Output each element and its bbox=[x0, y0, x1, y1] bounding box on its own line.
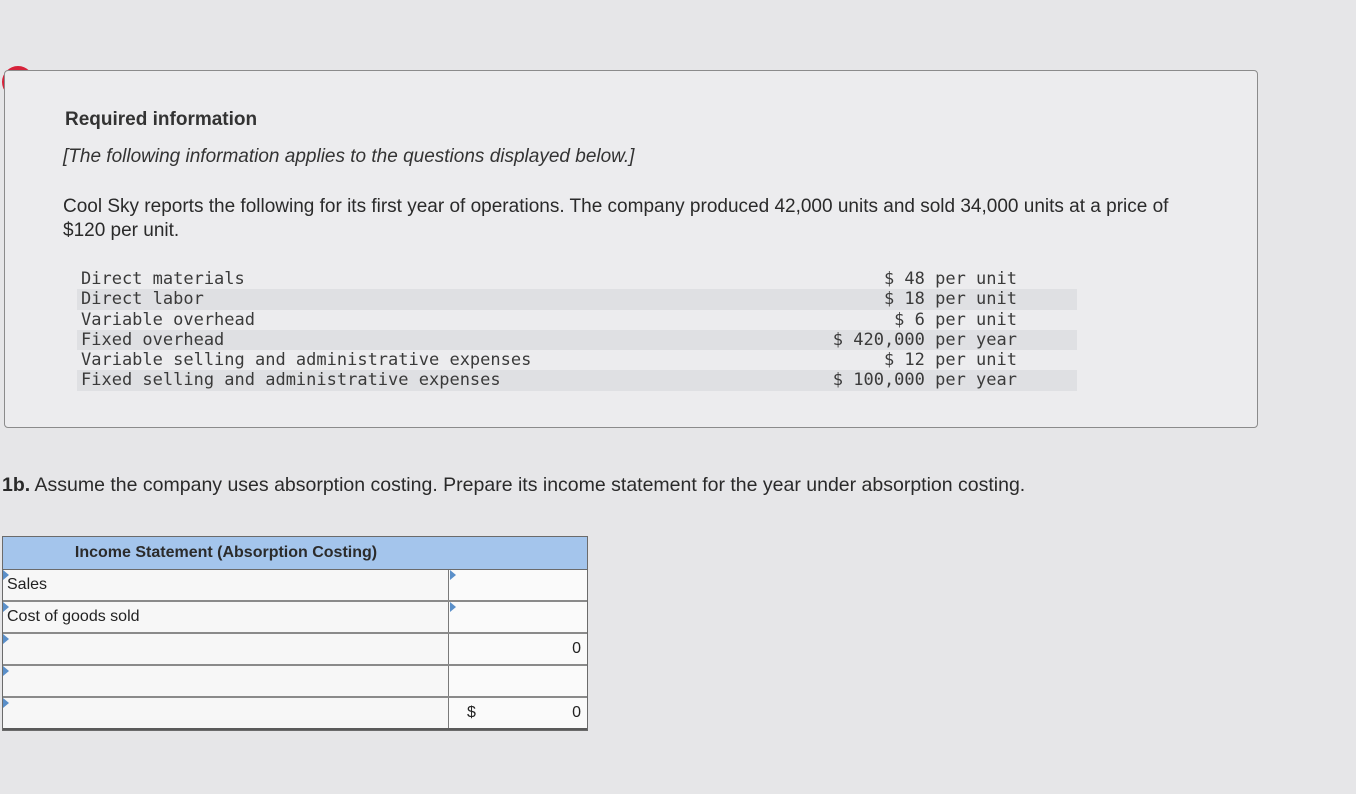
row-value-text: 0 bbox=[572, 640, 581, 657]
question-number: 1b. bbox=[2, 474, 31, 496]
sales-label-dropdown[interactable] bbox=[3, 570, 449, 600]
cost-row-fixed-overhead bbox=[77, 330, 1077, 350]
cost-data-table bbox=[77, 269, 1077, 391]
cost-amount: $ 100,000 per year bbox=[832, 370, 1017, 391]
cost-label: Direct labor bbox=[81, 289, 204, 310]
cost-row-direct-materials bbox=[77, 269, 1077, 289]
dropdown-marker-icon bbox=[3, 698, 9, 708]
cost-label: Fixed overhead bbox=[81, 329, 225, 350]
cost-row-fixed-selling-admin bbox=[77, 370, 1077, 390]
cost-label: Variable selling and administrative expenses bbox=[81, 350, 532, 371]
cost-amount: $ 48 per unit bbox=[883, 269, 1017, 289]
income-statement-header bbox=[3, 537, 587, 570]
cost-label: Direct materials bbox=[81, 269, 245, 289]
table-row bbox=[3, 570, 587, 602]
table-row bbox=[3, 698, 587, 730]
dropdown-marker-icon bbox=[3, 602, 9, 612]
cogs-amount-input[interactable] bbox=[449, 602, 587, 632]
row-label-text: Sales bbox=[7, 576, 48, 593]
cost-row-variable-overhead bbox=[77, 310, 1077, 330]
table-row bbox=[3, 666, 587, 698]
table-row bbox=[3, 634, 587, 666]
cost-amount: $ 6 per unit bbox=[894, 309, 1017, 330]
row-5-amount-output bbox=[449, 698, 587, 728]
cost-amount: $ 12 per unit bbox=[883, 350, 1017, 371]
row-4-amount-input[interactable] bbox=[449, 666, 587, 696]
input-marker-icon bbox=[450, 602, 456, 612]
question-text: Assume the company uses absorption costing. Prepare its income statement for the year under absorption costing. bbox=[34, 474, 1026, 496]
row-3-amount-output bbox=[449, 634, 587, 664]
required-information-title: Required information bbox=[65, 109, 258, 130]
income-statement-title: Income Statement (Absorption Costing) bbox=[74, 544, 378, 561]
cost-row-variable-selling-admin bbox=[77, 350, 1077, 370]
cost-amount: $ 18 per unit bbox=[883, 289, 1017, 310]
cost-label: Fixed selling and administrative expenses bbox=[81, 370, 501, 391]
cost-row-direct-labor bbox=[77, 289, 1077, 309]
question-prompt bbox=[2, 474, 1202, 497]
input-marker-icon bbox=[450, 570, 456, 580]
income-statement-table bbox=[2, 536, 588, 731]
dropdown-marker-icon bbox=[3, 570, 9, 580]
information-note: [The following information applies to the questions displayed below.] bbox=[63, 146, 635, 167]
dropdown-marker-icon bbox=[3, 634, 9, 644]
row-label-text: Cost of goods sold bbox=[7, 608, 140, 625]
table-row bbox=[3, 602, 587, 634]
dropdown-marker-icon bbox=[3, 666, 9, 676]
sales-amount-input[interactable] bbox=[449, 570, 587, 600]
row-4-label-dropdown[interactable] bbox=[3, 666, 449, 696]
problem-description: Cool Sky reports the following for its first year of operations. The company produced 42,000 units and sold 34,000 units at a price of $120 per unit. bbox=[63, 196, 1169, 241]
row-5-label-dropdown[interactable] bbox=[3, 698, 449, 728]
required-information-panel bbox=[4, 70, 1258, 428]
row-value-text: 0 bbox=[572, 704, 581, 721]
cost-amount: $ 420,000 per year bbox=[832, 329, 1017, 350]
cost-label: Variable overhead bbox=[81, 309, 255, 330]
dollar-sign: $ bbox=[467, 704, 476, 721]
cogs-label-dropdown[interactable] bbox=[3, 602, 449, 632]
row-3-label-dropdown[interactable] bbox=[3, 634, 449, 664]
